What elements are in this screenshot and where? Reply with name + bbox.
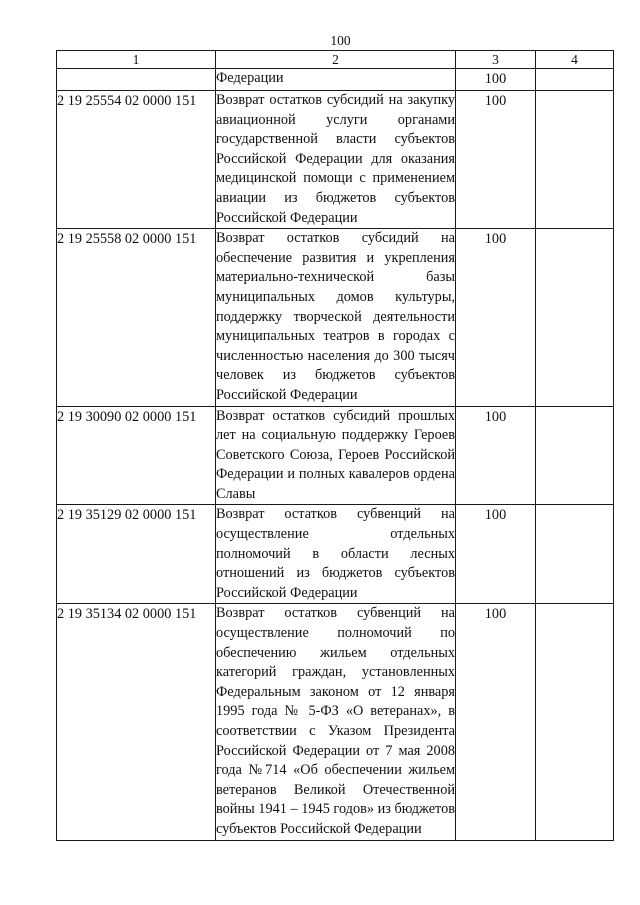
description-cell: Возврат остатков субсидий на закупку авиационной услуги органами государственной власти субъектов Российской Федерации для оказания медицинской помощи с применением авиации из бюджетов субъектов Российской Федерации xyxy=(216,91,456,229)
table-row xyxy=(57,406,614,505)
amount-cell: 100 xyxy=(456,505,536,604)
column-4-cell xyxy=(536,69,614,91)
amount-cell: 100 xyxy=(456,406,536,505)
amount-cell: 100 xyxy=(456,69,536,91)
column-4-cell xyxy=(536,91,614,229)
column-4-cell xyxy=(536,604,614,840)
table-row xyxy=(57,69,614,91)
column-4-cell xyxy=(536,505,614,604)
budget-classification-table xyxy=(56,50,614,841)
description-cell: Возврат остатков субвенций на осуществление полномочий по обеспечению жильем отдельных категорий граждан, установленных Федеральным законом от 12 января 1995 года № 5-ФЗ «О ветеранах», в соответствии с Указом Президента Российской Федерации от 7 мая 2008 года №714 «Об обеспечении жильем ветеранов Великой Отечественной войны 1941 – 1945 годов» из бюджетов субъектов Российской Федерации xyxy=(216,604,456,840)
budget-code-cell: 2 19 35129 02 0000 151 xyxy=(57,505,216,604)
column-header-2: 2 xyxy=(216,51,456,69)
budget-code-cell: 2 19 25554 02 0000 151 xyxy=(57,91,216,229)
table-row xyxy=(57,229,614,406)
table-row xyxy=(57,505,614,604)
amount-cell: 100 xyxy=(456,91,536,229)
budget-code-cell: 2 19 35134 02 0000 151 xyxy=(57,604,216,840)
table-header-row xyxy=(57,51,614,69)
description-cell: Федерации xyxy=(216,69,456,91)
column-header-3: 3 xyxy=(456,51,536,69)
column-4-cell xyxy=(536,406,614,505)
column-header-4: 4 xyxy=(536,51,614,69)
description-cell: Возврат остатков субвенций на осуществление отдельных полномочий в области лесных отношений из бюджетов субъектов Российской Федерации xyxy=(216,505,456,604)
page-number: 100 xyxy=(330,33,351,48)
table-row xyxy=(57,91,614,229)
column-header-1: 1 xyxy=(57,51,216,69)
amount-cell: 100 xyxy=(456,229,536,406)
amount-cell: 100 xyxy=(456,604,536,840)
column-4-cell xyxy=(536,229,614,406)
table-row xyxy=(57,604,614,840)
description-cell: Возврат остатков субсидий на обеспечение развития и укрепления материально-технической базы муниципальных домов культуры, поддержку творческой деятельности муниципальных театров в городах с численностью населения до 300 тысяч человек из бюджетов субъектов Российской Федерации xyxy=(216,229,456,406)
budget-code-cell: 2 19 25558 02 0000 151 xyxy=(57,229,216,406)
description-cell: Возврат остатков субсидий прошлых лет на социальную поддержку Героев Советского Союза, Героев Российской Федерации и полных кавалеров ордена Славы xyxy=(216,406,456,505)
budget-code-cell xyxy=(57,69,216,91)
budget-code-cell: 2 19 30090 02 0000 151 xyxy=(57,406,216,505)
